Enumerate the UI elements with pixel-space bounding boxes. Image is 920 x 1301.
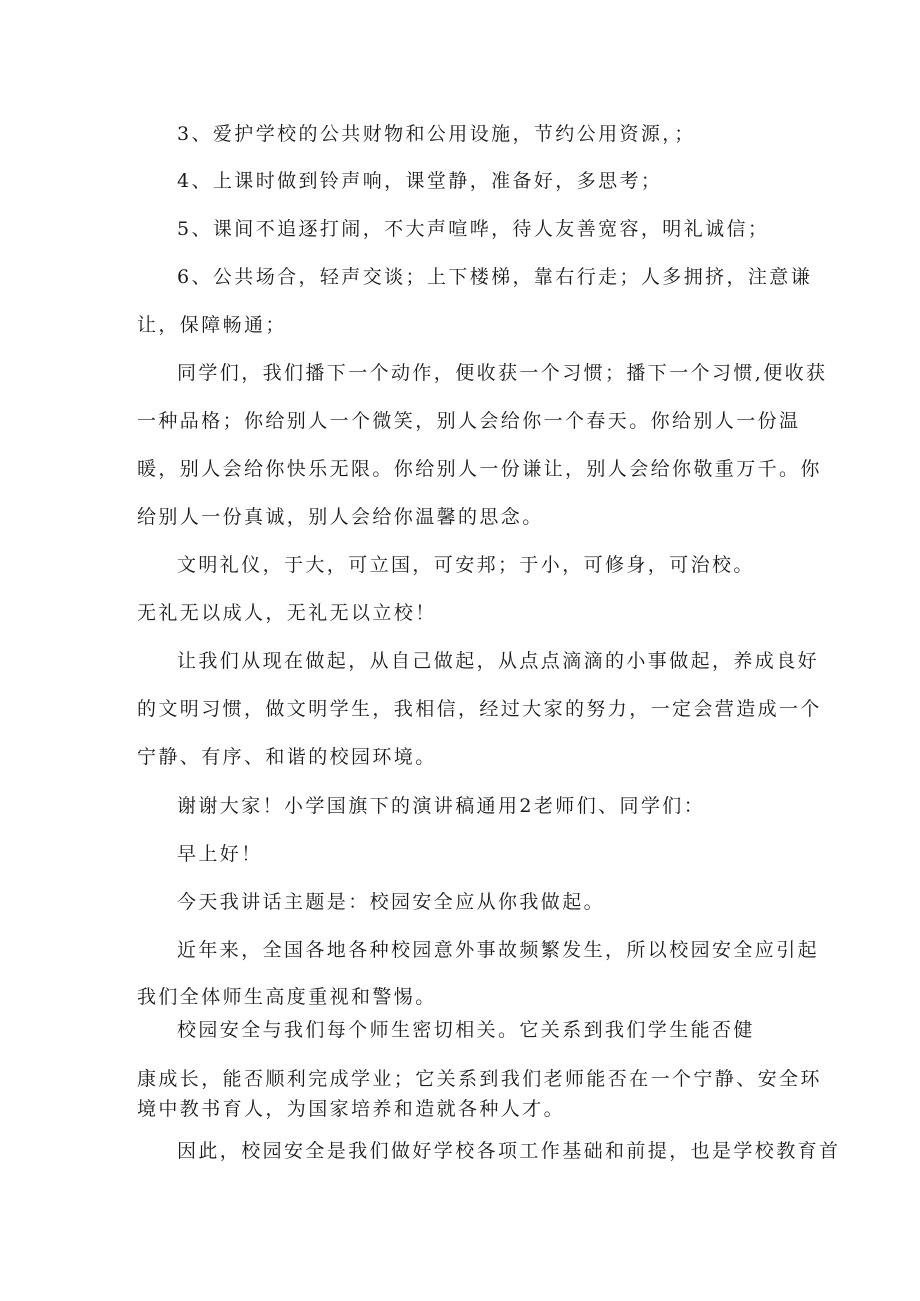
text-line: 因此，校园安全是我们做好学校各项工作基础和前提，也是学校教育首	[177, 1140, 841, 1162]
text-line: 谢谢大家！小学国旗下的演讲稿通用2老师们、同学们：	[177, 795, 706, 817]
text-line: 宁静、有序、和谐的校园环境。	[137, 746, 437, 768]
text-line: 一种品格；你给别人一个微笑，别人会给你一个春天。你给别人一份温	[137, 410, 801, 432]
text-line: 我们全体师生高度重视和警惕。	[137, 986, 437, 1008]
text-line: 让，保障畅通；	[137, 314, 287, 336]
text-line: 3、爱护学校的公共财物和公用设施，节约公用资源，；	[177, 123, 696, 145]
text-line: 4、上课时做到铃声响，课堂静，准备好，多思考；	[177, 170, 663, 192]
text-line: 今天我讲话主题是：校园安全应从你我做起。	[177, 891, 606, 913]
text-line: 同学们，我们播下一个动作，便收获一个习惯；播下一个习惯,便收获	[177, 362, 828, 384]
text-line: 暖，别人会给你快乐无限。你给别人一份谦让，别人会给你敬重万千。你	[137, 458, 822, 480]
text-line: 让我们从现在做起，从自己做起，从点点滴滴的小事做起，养成良好	[177, 650, 820, 672]
text-line: 的文明习惯，做文明学生，我相信，经过大家的努力，一定会营造成一个	[137, 698, 822, 720]
text-line: 早上好！	[177, 843, 263, 865]
text-line: 境中教书育人，为国家培养和造就各种人才。	[137, 1098, 566, 1120]
text-line: 文明礼仪，于大，可立国，可安邦；于小，可修身，可治校。	[177, 554, 755, 576]
text-line: 无礼无以成人，无礼无以立校！	[137, 602, 437, 624]
text-line: 校园安全与我们每个师生密切相关。它关系到我们学生能否健	[177, 1019, 755, 1041]
text-line: 近年来，全国各地各种校园意外事故频繁发生，所以校园安全应引起	[177, 939, 820, 961]
text-line: 5、课间不追逐打闹，不大声喧哗，待人友善宽容，明礼诚信；	[177, 218, 770, 240]
text-line: 康成长，能否顺利完成学业；它关系到我们老师能否在一个宁静、安全环	[137, 1068, 822, 1090]
text-line: 6、公共场合，轻声交谈；上下楼梯，靠右行走；人多拥挤，注意谦	[177, 266, 813, 288]
text-line: 给别人一份真诚，别人会给你温馨的思念。	[137, 506, 544, 528]
